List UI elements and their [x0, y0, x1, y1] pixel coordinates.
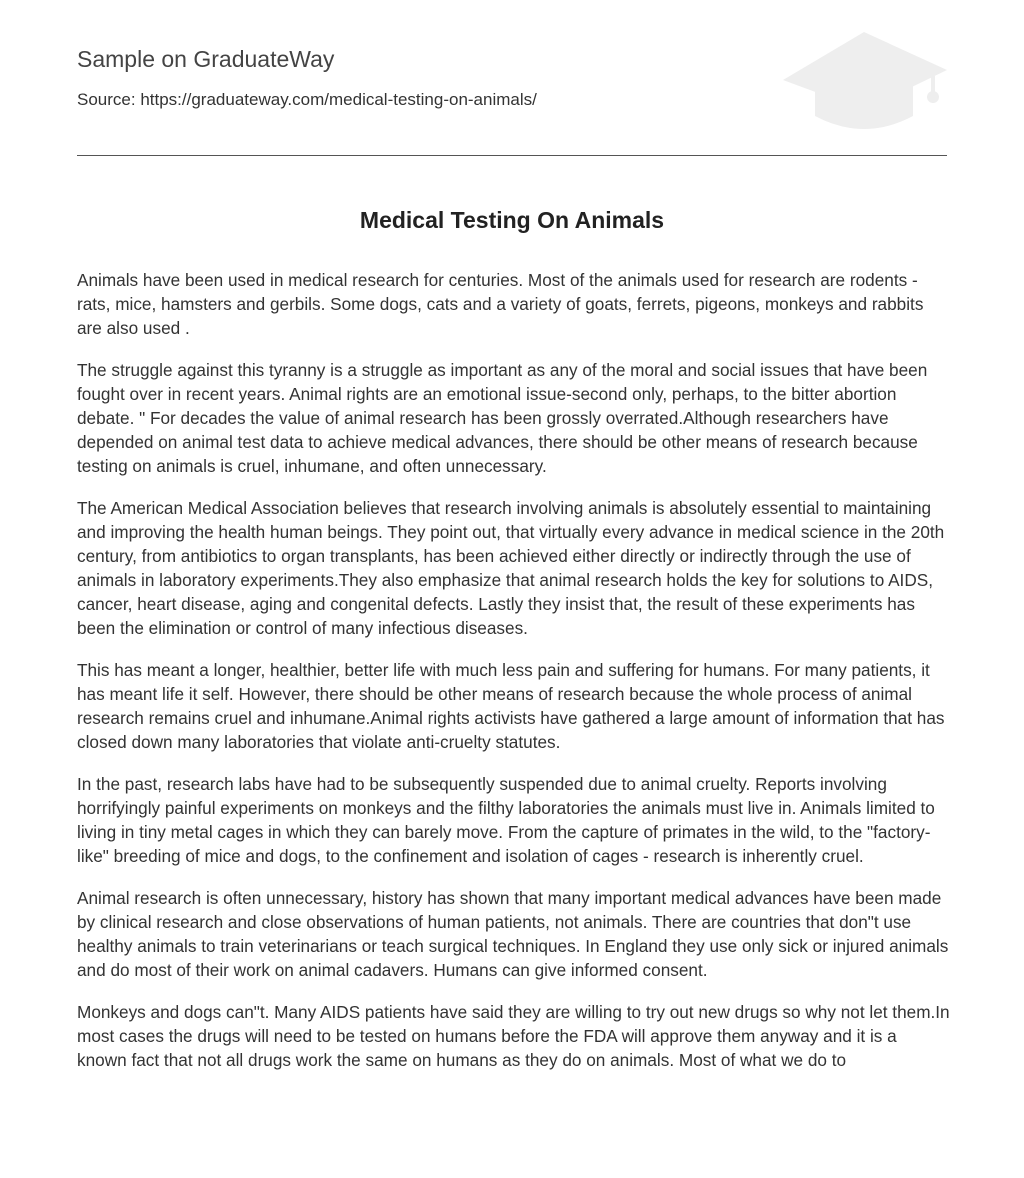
document-title: Medical Testing On Animals [359, 207, 665, 233]
graduation-cap-icon [781, 30, 947, 134]
header-divider [77, 155, 947, 156]
site-title: Sample on GraduateWay [77, 46, 335, 72]
paragraph: The struggle against this tyranny is a struggle as important as any of the moral and social issues that have been fought over in recent years. Animal rights are an emotional issue-second only, perhaps, to the bitter abortion debate. " For decades the value of animal research has been grossly overrated.Although researchers have depended on animal test data to achieve medical advances, there should be other means of research because testing on animals is cruel, inhumane, and often unnecessary. [77, 360, 928, 476]
paragraph: This has meant a longer, healthier, better life with much less pain and suffering for humans. For many patients, it has meant life it self. However, there should be other means of research because the whole process of animal research remains cruel and inhumane.Animal rights activists have gathered a large amount of information that has closed down many laboratories that violate anti-cruelty statutes. [77, 660, 945, 752]
paragraph: The American Medical Association believes that research involving animals is absolutely essential to maintaining and improving the health human beings. They point out, that virtually every advance in medical science in the 20th century, from antibiotics to organ transplants, has been achieved either directly or indirectly through the use of animals in laboratory experiments.They also emphasize that animal research holds the key for solutions to AIDS, cancer, heart disease, aging and congenital defects. Lastly they insist that, the result of these experiments has been the elimination or control of many infectious diseases. [77, 498, 945, 638]
paragraph: In the past, research labs have had to be subsequently suspended due to animal cruelty. Reports involving horrifyingly painful experiments on monkeys and the filthy laboratories the animals must live in. Animals limited to living in tiny metal cages in which they can barely move. From the capture of primates in the wild, to the "factory-like" breeding of mice and dogs, to the confinement and isolation of cages - research is inherently cruel. [77, 774, 935, 866]
article-body [77, 268, 951, 1090]
paragraph: Animal research is often unnecessary, history has shown that many important medical advances have been made by clinical research and close observations of human patients, not animals. There are countries that don"t use healthy animals to train veterinarians or teach surgical techniques. In England they use only sick or injured animals and do most of their work on animal cadavers. Humans can give informed consent. [77, 888, 949, 980]
source-line [77, 89, 537, 111]
source-label: Source: [77, 90, 136, 109]
paragraph: Monkeys and dogs can"t. Many AIDS patients have said they are willing to try out new drugs so why not let them.In most cases the drugs will need to be tested on humans before the FDA will approve them anyway and it is a known fact that not all drugs work the same on humans as they do on animals. Most of what we do to [77, 1002, 950, 1070]
paragraph: Animals have been used in medical research for centuries. Most of the animals used for research are rodents - rats, mice, hamsters and gerbils. Some dogs, cats and a variety of goats, ferrets, pigeons, monkeys and rabbits are also used . [77, 270, 924, 338]
source-link[interactable]: https://graduateway.com/medical-testing-on-animals/ [140, 90, 537, 109]
page-header [77, 0, 947, 156]
